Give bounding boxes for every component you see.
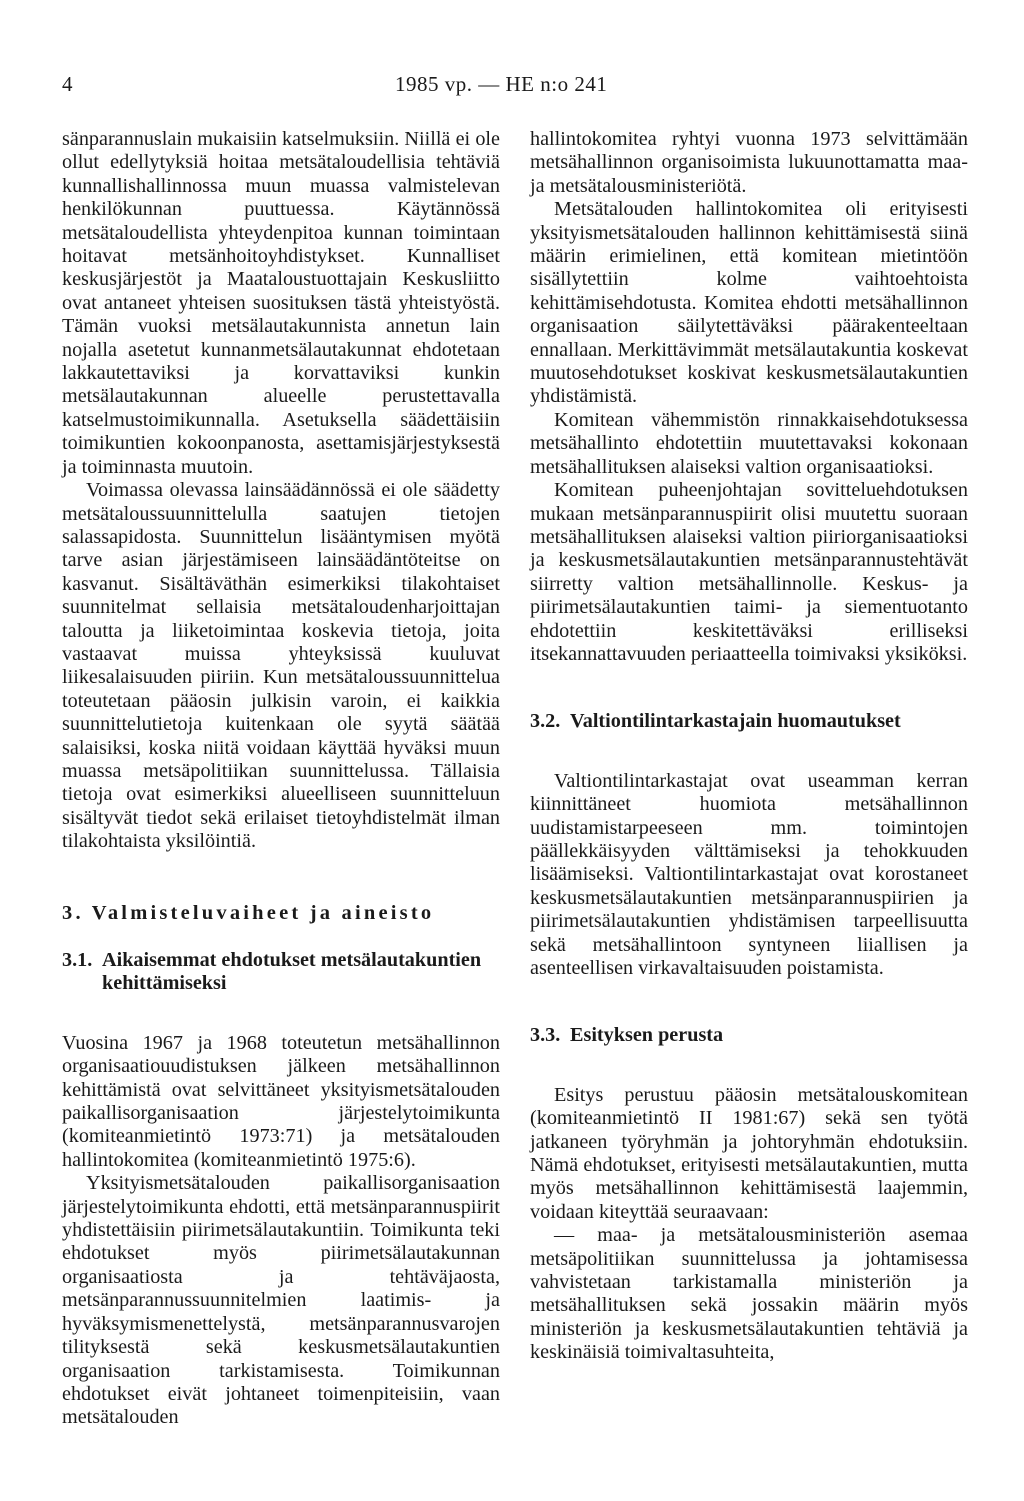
paragraph: Voimassa olevassa lainsäädännössä ei ole säädetty metsätaloussuunnittelulla saatujen tietojen salassapidosta. Suunnittelun lisääntymisen myötä tarve asian järjestämiseen lainsäädäntöteitse on kasvanut. Sisältäväthän esimerkiksi tilakohtaiset suunnitelmat sellaisia metsätaloudenharjoittajan taloutta ja liiketoimintaa koskevia tietoja, joita vastaavat muissa yhteyksissä kuuluvat liikesalaisuuden piiriin. Kun metsätaloussuunnittelua toteutetaan pääosin julkisin varoin, ei kaikkia suunnittelutietoja kuitenkaan ole syytä säätää salaisiksi, koska niitä voidaan käyttää hyväksi muun muassa metsäpolitiikan suunnittelussa. Tällaisia tietoja ovat esimerkiksi alueelliseen suunnitteluun sisältyvät tiedot sekä erilaiset tietoyhdistelmät ilman tilakohtaista yksilöintiä. — [62, 479, 500, 853]
paragraph: Valtiontilintarkastajat ovat useamman kerran kiinnittäneet huomiota metsähallinnon uudistamistarpeeseen mm. toimintojen päällekkäisyyden välttämiseksi ja tehokkuuden lisäämiseksi. Valtiontilintarkastajat ovat korostaneet keskusmetsälautakuntien metsänparannuspiirien ja piirimetsälautakuntien yhdistämisen tarpeellisuutta sekä metsähallintoon syntyneen liiallisen ja asenteellisen virkavaltaisuuden poistamista. — [530, 769, 968, 979]
subsection-heading — [530, 1024, 968, 1047]
dash-list-item: — maa- ja metsätalousministeriön asemaa metsäpolitiikan suunnittelussa ja johtamisessa vahvistetaan tarkistamalla ministeriön ja metsähallituksen sekä jossakin määrin myös ministeriön ja keskusmetsälautakuntien tehtäviä ja keskinäisiä toimivaltasuhteita, — [530, 1224, 968, 1364]
spacer — [62, 925, 500, 949]
running-head: 1985 vp. — HE n:o 241 — [395, 72, 608, 96]
paragraph: sänparannuslain mukaisiin katselmuksiin. Niillä ei ole ollut edellytyksiä hoitaa metsätaloudellisia tehtäviä kunnallishallinnossa muun muassa valmistelevan henkilökunnan puuttuessa. Käytännössä metsätaloudellista yhteydenpitoa kunnan toimintaan hoitavat metsänhoitoyhdistykset. Kunnalliset keskusjärjestöt ja Maataloustuottajain Keskusliitto ovat antaneet yhteisen suosituksen tästä yhteistyöstä. Tämän vuoksi metsälautakunnista annetun lain nojalla asetetut kunnanmetsälautakunnat ehdotetaan lakkautettaviksi ja korvattaviksi kunkin metsälautakunnan alueelle perustettavalla katselmustoimikunnalla. Asetuksella säädettäisiin toimikuntien kokoonpanosta, asettamisjärjestyksestä ja toiminnasta muutoin. — [62, 128, 500, 478]
paragraph: Komitean puheenjohtajan sovitteluehdotuksen mukaan metsänparannuspiirit olisi muutettu suoraan metsähallituksen alaiseksi valtion piiriorganisaatioksi ja keskusmetsälautakuntien metsänparannustehtävät siirretty valtion metsähallinnolle. Keskus- ja piirimetsälautakuntien taimi- ja siementuotanto ehdotettiin keskitettäväksi erilliseksi itsekannattavuuden periaatteella toimivaksi yksiköksi. — [530, 479, 968, 665]
subsection-number: 3.3. — [530, 1024, 561, 1047]
spacer — [530, 980, 968, 1024]
spacer — [530, 734, 968, 770]
section-heading: 3. Valmisteluvaiheet ja aineisto — [62, 901, 435, 924]
paragraph: Komitean vähemmistön rinnakkaisehdotuksessa metsähallinto ehdotettiin muutettavaksi kokonaan metsähallituksen alaiseksi valtion organisaatioksi. — [530, 408, 968, 478]
subsection-heading — [62, 949, 500, 996]
right-column — [530, 128, 968, 1365]
subsection-title: Aikaisemmat ehdotukset metsälautakuntien kehittämiseksi — [102, 949, 482, 995]
subsection-heading — [530, 710, 968, 733]
spacer — [530, 1048, 968, 1084]
paragraph: Vuosina 1967 ja 1968 toteutetun metsähallinnon organisaatiouudistuksen jälkeen metsähallinnon kehittämistä ovat selvittäneet yksityismetsätalouden paikallisorganisaation järjestelytoimikunta (komiteanmietintö 1973:71) ja metsätalouden hallintokomitea (komiteanmietintö 1975:6). — [62, 1031, 500, 1171]
page-number: 4 — [62, 72, 73, 96]
subsection-number: 3.2. — [530, 710, 561, 733]
subsection-title: Valtiontilintarkastajain huomautukset — [570, 710, 901, 733]
subsection-title: Esityksen perusta — [570, 1024, 724, 1047]
paragraph: hallintokomitea ryhtyi vuonna 1973 selvittämään metsähallinnon organisoimista lukuunottamatta maa- ja metsätalousministeriötä. — [530, 128, 968, 197]
paragraph: Yksityismetsätalouden paikallisorganisaation järjestelytoimikunta ehdotti, että metsänparannuspiirit yhdistettäisiin piirimetsälautakuntiin. Toimikunta teki ehdotukset myös piirimetsälautakunnan organisaatiosta ja tehtäväjaosta, metsänparannussuunnitelmien laatimis- ja hyväksymismenettelystä, metsänparannusvarojen tilityksestä sekä keskusmetsälautakuntien organisaation tarkistamisesta. Toimikunnan ehdotukset eivät johtaneet toimenpiteisiin, vaan metsätalouden — [62, 1172, 500, 1429]
paragraph: Metsätalouden hallintokomitea oli erityisesti yksityismetsätalouden hallinnon kehittämisestä siinä määrin erimielinen, että komitean mietintöön sisällytettiin kolme vaihtoehtoista kehittämisehdotusta. Komitea ehdotti metsähallinnon organisaation säilytettäväksi päärakenteeltaan ennallaan. Merkittävimmät metsälautakuntia koskevat muutosehdotukset koskivat keskusmetsälautakuntien yhdistämistä. — [530, 198, 968, 408]
spacer — [62, 996, 500, 1032]
page-header — [0, 72, 1024, 102]
subsection-number: 3.1. — [62, 949, 93, 971]
paragraph: Esitys perustuu pääosin metsätalouskomitean (komiteanmietintö II 1981:67) sekä sen työtä jatkaneen työryhmän ja johtoryhmän ehdotuksiin. Nämä ehdotukset, erityisesti metsälautakuntien, mutta myös metsähallinnon kehittämisestä laajemmin, voidaan kiteyttää seuraavaan: — [530, 1083, 968, 1223]
spacer — [530, 666, 968, 710]
left-column — [62, 128, 500, 1430]
